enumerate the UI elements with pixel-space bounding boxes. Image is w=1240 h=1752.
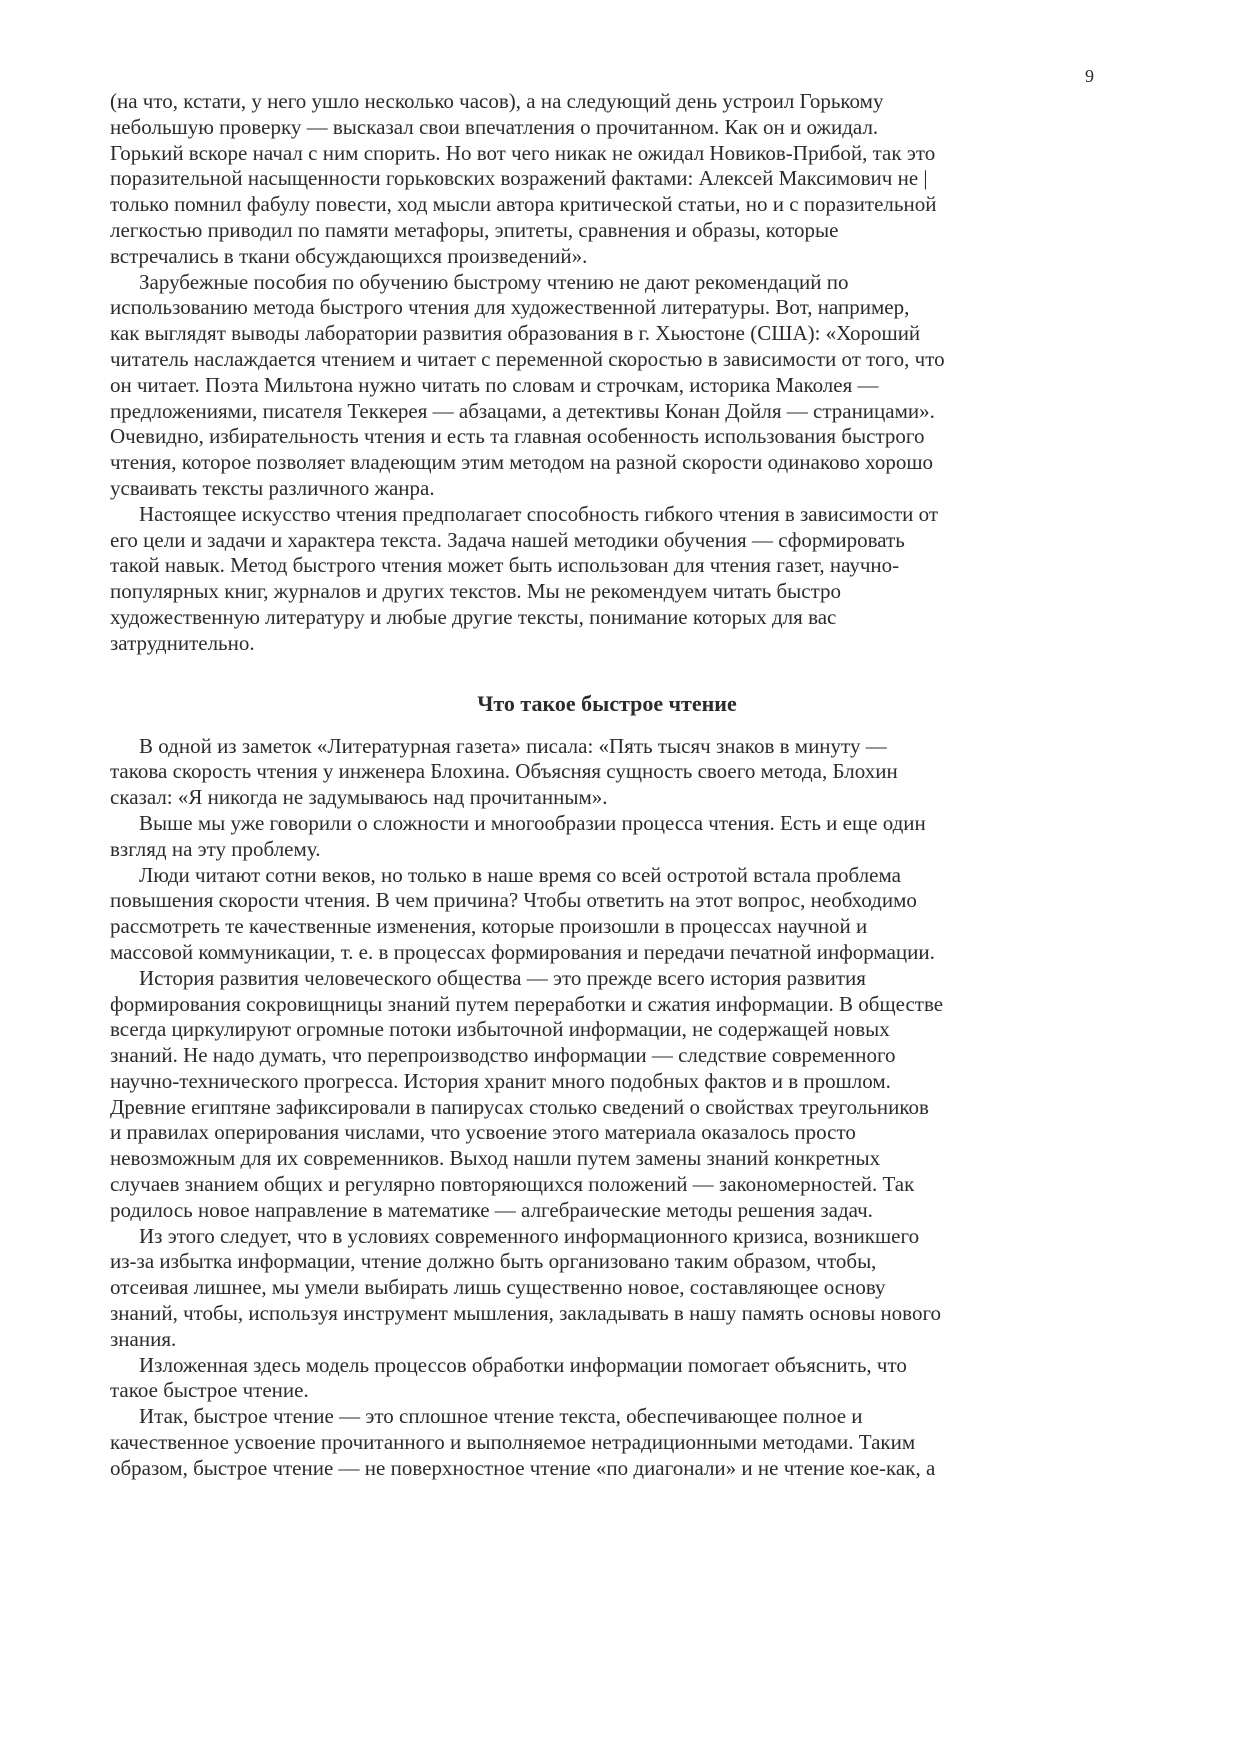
paragraph xyxy=(110,1353,1120,1405)
text-line: только помнил фабулу повести, ход мысли автора критической статьи, но и с поразительной xyxy=(110,192,937,217)
text-line: рассмотреть те качественные изменения, которые произошли в процессах научной и xyxy=(110,914,868,939)
text-line: сказал: «Я никогда не задумываюсь над прочитанным». xyxy=(110,785,608,810)
section-heading: Что такое быстрое чтение xyxy=(477,690,737,716)
text-line: невозможным для их современников. Выход нашли путем замены знаний конкретных xyxy=(110,1146,881,1171)
text-line: Горький вскоре начал с ним спорить. Но вот чего никак не ожидал Новиков-Прибой, так это xyxy=(110,140,936,165)
text-line: массовой коммуникации, т. е. в процессах формирования и передачи печатной информации. xyxy=(110,939,935,964)
text-line: использованию метода быстрого чтения для художественной литературы. Вот, например, xyxy=(110,295,910,320)
text-line: как выглядят выводы лаборатории развития образования в г. Хьюстоне (США): «Хороший xyxy=(110,321,921,346)
text-line: встречались в ткани обсуждающихся произведений». xyxy=(110,243,588,268)
text-line: и правилах оперирования числами, что усвоение этого материала оказалось просто xyxy=(110,1120,856,1145)
paragraph xyxy=(110,966,1120,1224)
paragraph xyxy=(110,502,1120,657)
text-line: художественную литературу и любые другие тексты, понимание которых для вас xyxy=(110,604,837,629)
text-line: Древние египтяне зафиксировали в папирусах столько сведений о свойствах треугольников xyxy=(110,1094,929,1119)
text-line: знаний, чтобы, используя инструмент мышления, закладывать в нашу память основы нового xyxy=(110,1301,942,1326)
section xyxy=(110,89,1120,657)
paragraph xyxy=(110,734,1120,811)
text-line: чтения, которое позволяет владеющим этим методом на разной скорости одинаково хорошо xyxy=(110,450,933,475)
paragraph xyxy=(110,811,1120,863)
text-line: родилось новое направление в математике — алгебраические методы решения задач. xyxy=(110,1197,873,1222)
text-line: взгляд на эту проблему. xyxy=(110,836,321,861)
text-line: поразительной насыщенности горьковских возражений фактами: Алексей Максимович не | xyxy=(110,166,928,191)
text-line: Итак, быстрое чтение — это сплошное чтение текста, обеспечивающее полное и xyxy=(139,1404,863,1429)
text-line: повышения скорости чтения. В чем причина? Чтобы ответить на этот вопрос, необходимо xyxy=(110,888,917,913)
document-body xyxy=(110,89,1120,1482)
text-line: (на что, кстати, у него ушло несколько часов), а на следующий день устроил Горькому xyxy=(110,89,884,113)
text-line: всегда циркулируют огромные потоки избыточной информации, не содержащей новых xyxy=(110,1017,890,1042)
text-line: его цели и задачи и характера текста. Задача нашей методики обучения — сформировать xyxy=(110,527,905,552)
text-line: В одной из заметок «Литературная газета» писала: «Пять тысяч знаков в минуту — xyxy=(139,733,887,758)
text-line: Изложенная здесь модель процессов обработки информации помогает объяснить, что xyxy=(139,1352,907,1377)
paragraph xyxy=(110,1224,1120,1353)
text-line: популярных книг, журналов и других текстов. Мы не рекомендуем читать быстро xyxy=(110,579,842,604)
section xyxy=(110,691,1120,1482)
text-line: легкостью приводил по памяти метафоры, эпитеты, сравнения и образы, которые xyxy=(110,217,839,242)
text-line: небольшую проверку — высказал свои впечатления о прочитанном. Как он и ожидал. xyxy=(110,114,879,139)
text-line: читатель наслаждается чтением и читает с переменной скоростью в зависимости от того, что xyxy=(110,346,945,371)
text-line: случаев знанием общих и регулярно повторяющихся положений — закономерностей. Так xyxy=(110,1172,915,1197)
paragraph xyxy=(110,270,1120,502)
text-line: он читает. Поэта Мильтона нужно читать по словам и строчкам, историка Маколея — xyxy=(110,372,879,397)
text-line: предложениями, писателя Теккерея — абзацами, а детективы Конан Дойля — страницами». xyxy=(110,398,935,423)
text-line: такой навык. Метод быстрого чтения может быть использован для чтения газет, научно- xyxy=(110,553,900,578)
paragraph xyxy=(110,89,1120,270)
text-line: такова скорость чтения у инженера Блохина. Объясняя сущность своего метода, Блохин xyxy=(110,759,898,784)
text-line: формирования сокровищницы знаний путем переработки и сжатия информации. В обществе xyxy=(110,991,944,1016)
text-line: усваивать тексты различного жанра. xyxy=(110,475,435,500)
text-line: Люди читают сотни веков, но только в наше время со всей остротой встала проблема xyxy=(139,862,901,887)
page-number: 9 xyxy=(1085,66,1094,86)
text-line: Очевидно, избирательность чтения и есть та главная особенность использования быстрого xyxy=(110,424,925,449)
text-line: Выше мы уже говорили о сложности и многообразии процесса чтения. Есть и еще один xyxy=(139,810,926,835)
text-line: История развития человеческого общества — это прежде всего история развития xyxy=(139,965,866,990)
text-line: знаний. Не надо думать, что перепроизводство информации — следствие современного xyxy=(110,1043,896,1068)
text-line: образом, быстрое чтение — не поверхностное чтение «по диагонали» и не чтение кое-как, а xyxy=(110,1455,936,1480)
text-line: Зарубежные пособия по обучению быстрому чтению не дают рекомендаций по xyxy=(139,269,849,294)
text-line: научно-технического прогресса. История хранит много подобных фактов и в прошлом. xyxy=(110,1068,891,1093)
paragraph xyxy=(110,1404,1120,1481)
text-line: качественное усвоение прочитанного и выполняемое нетрадиционными методами. Таким xyxy=(110,1430,916,1455)
text-line: из-за избытка информации, чтение должно быть организовано таким образом, чтобы, xyxy=(110,1249,877,1274)
text-line: затруднительно. xyxy=(110,630,255,655)
text-line: Из этого следует, что в условиях современного информационного кризиса, возникшего xyxy=(139,1223,920,1248)
text-line: отсеивая лишнее, мы умели выбирать лишь существенно новое, составляющее основу xyxy=(110,1275,886,1300)
text-line: Настоящее искусство чтения предполагает способность гибкого чтения в зависимости от xyxy=(139,501,939,526)
text-line: такое быстрое чтение. xyxy=(110,1378,309,1403)
paragraph xyxy=(110,863,1120,966)
text-line: знания. xyxy=(110,1326,177,1351)
